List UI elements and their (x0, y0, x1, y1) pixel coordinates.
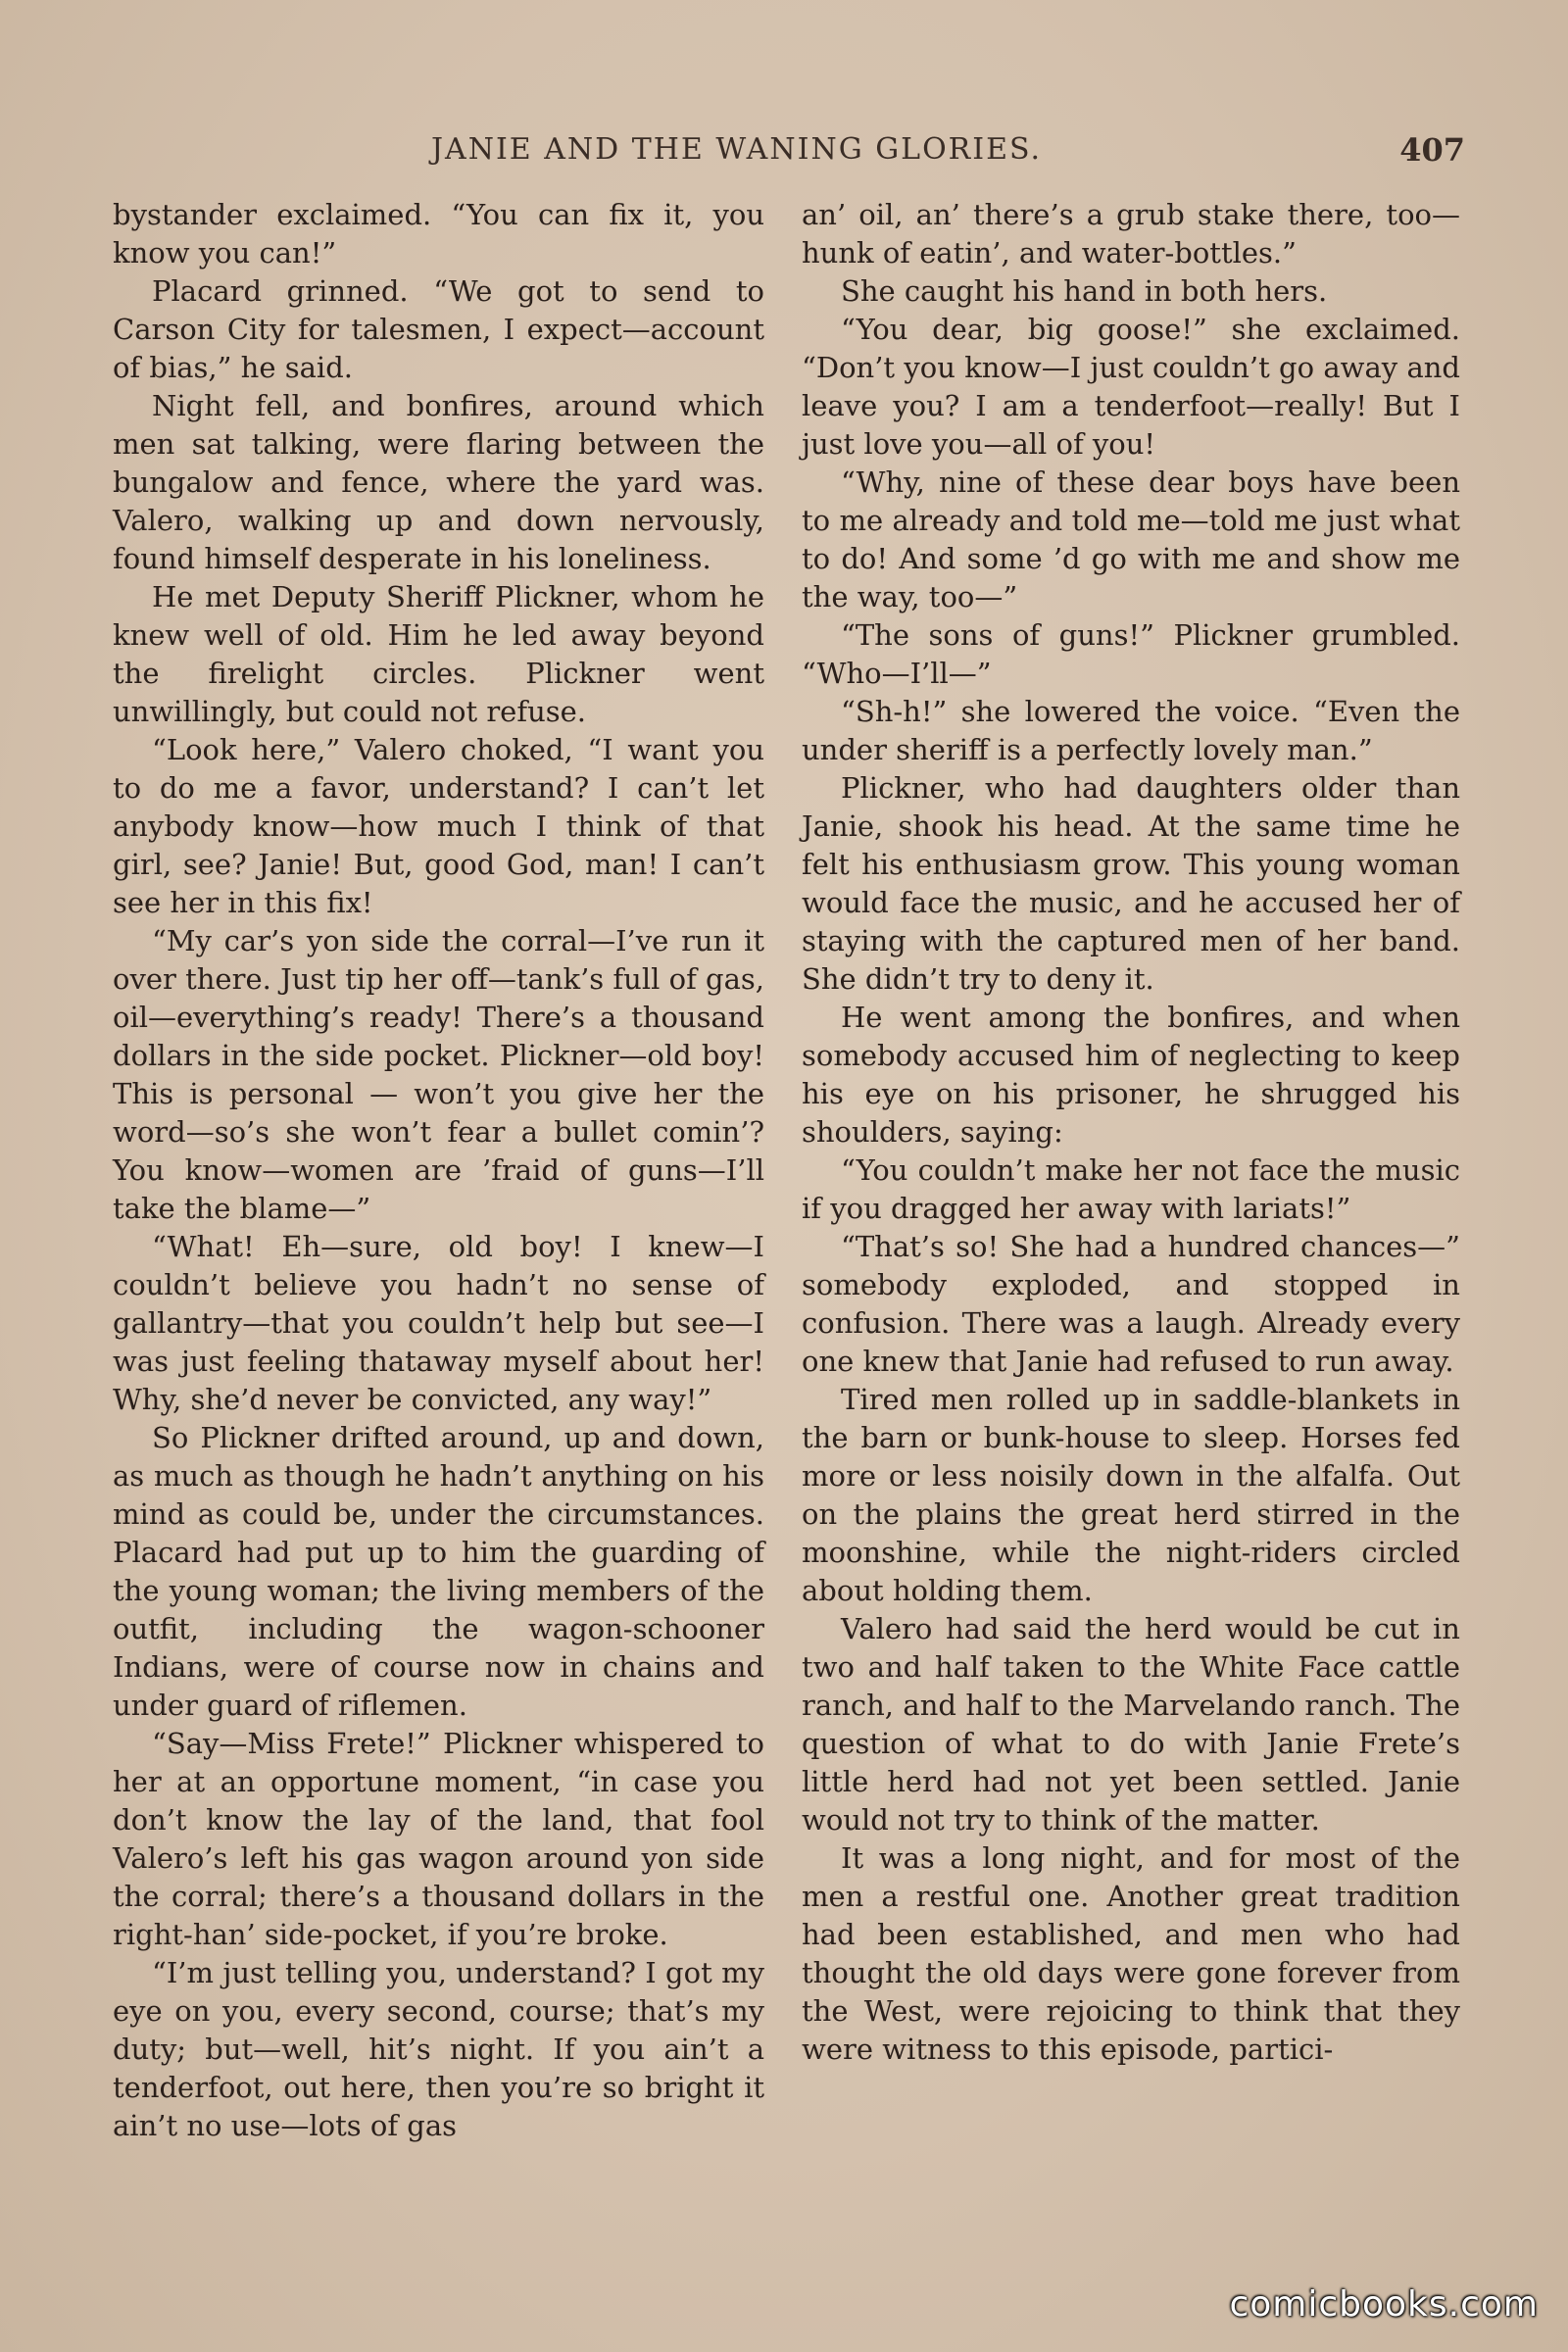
paragraph: bystander exclaimed. “You can fix it, you know you can!” (113, 198, 764, 270)
paragraph: “Say—Miss Frete!” Plickner whispered to her at an opportune moment, “in case you don’t know the lay of the land, that fool Valero’s left his gas wagon around yon side the corral; there’s a thousand dollars in the right-han’ side-pocket, if you’re broke. (113, 1727, 764, 1951)
site-watermark: comicbooks.com (1229, 2284, 1539, 2325)
paragraph: Tired men rolled up in saddle-blankets in the barn or bunk-house to sleep. Horses fed more or less noisily down in the alfalfa. Out on the plains the great herd stirred in the moonshine, while the night-riders circled about holding them. (802, 1383, 1460, 1607)
paragraph: “What! Eh—sure, old boy! I knew—I couldn’t believe you hadn’t no sense of gallantry—that you couldn’t help but see—I was just feeling thataway myself about her! Why, she’d never be convicted, any way!” (113, 1230, 764, 1416)
left-column (113, 196, 764, 2145)
paragraph: “Look here,” Valero choked, “I want you to do me a favor, understand? I can’t let anybody know—how much I think of that girl, see? Janie! But, good God, man! I can’t see her in this fix! (113, 733, 764, 919)
paragraph: “Sh-h!” she lowered the voice. “Even the under sheriff is a perfectly lovely man.” (802, 695, 1460, 766)
paragraph: “I’m just telling you, understand? I got my eye on you, every second, course; that’s my duty; but—well, hit’s night. If you ain’t a tenderfoot, out here, then you’re so bright it ain’t no use—lots of gas (113, 1956, 764, 2142)
paragraph: “You dear, big goose!” she exclaimed. “Don’t you know—I just couldn’t go away and leave you? I am a tenderfoot—really! But I just love you—all of you! (802, 313, 1460, 461)
paragraph: Plickner, who had daughters older than Janie, shook his head. At the same time he felt his enthusiasm grow. This young woman would face the music, and he accused her of staying with the captured men of her band. She didn’t try to deny it. (802, 771, 1460, 996)
page-number: 407 (1399, 131, 1465, 169)
paragraph: an’ oil, an’ there’s a grub stake there, too—hunk of eatin’, and water-bottles.” (802, 198, 1460, 270)
paragraph: “That’s so! She had a hundred chances—” somebody exploded, and stopped in confusion. There was a laugh. Already every one knew that Janie had refused to run away. (802, 1230, 1460, 1378)
paragraph: He went among the bonfires, and when somebody accused him of neglecting to keep his eye on his prisoner, he shrugged his shoulders, saying: (802, 1001, 1460, 1149)
right-column (802, 196, 1460, 2069)
paragraph: It was a long night, and for most of the men a restful one. Another great tradition had been established, and men who had thought the old days were gone forever from the West, were rejoicing to think that they were witness to this episode, partici- (802, 1841, 1460, 2066)
paragraph: Night fell, and bonfires, around which men sat talking, were flaring between the bungalow and fence, where the yard was. Valero, walking up and down nervously, found himself desperate in his loneliness. (113, 389, 764, 575)
paragraph: So Plickner drifted around, up and down, as much as though he hadn’t anything on his mind as could be, under the circumstances. Placard had put up to him the guarding of the young woman; the living members of the outfit, including the wagon-schooner Indians, were of course now in chains and under guard of riflemen. (113, 1421, 764, 1722)
paragraph: She caught his hand in both hers. (841, 274, 1328, 308)
paragraph: He met Deputy Sheriff Plickner, whom he knew well of old. Him he led away beyond the firelight circles. Plickner went unwillingly, but could not refuse. (113, 580, 764, 728)
paragraph: Valero had said the herd would be cut in two and half taken to the White Face cattle ranch, and half to the Marvelando ranch. The question of what to do with Janie Frete’s little herd had not yet been settled. Janie would not try to think of the matter. (802, 1612, 1460, 1837)
running-head: JANIE AND THE WANING GLORIES. (431, 132, 1043, 167)
paragraph: “You couldn’t make her not face the music if you dragged her away with lariats!” (802, 1153, 1460, 1225)
page-header (0, 125, 1568, 174)
paragraph: “Why, nine of these dear boys have been to me already and told me—told me just what to do! And some ’d go with me and show me the way, too—” (802, 466, 1460, 613)
paragraph: Placard grinned. “We got to send to Carson City for talesmen, I expect—account of bias,” he said. (113, 274, 764, 384)
paragraph: “My car’s yon side the corral—I’ve run it over there. Just tip her off—tank’s full of gas, oil—everything’s ready! There’s a thousand dollars in the side pocket. Plickner—old boy! This is personal — won’t you give her the word—so’s she won’t fear a bullet comin’? You know—women are ’fraid of guns—I’ll take the blame—” (113, 924, 764, 1225)
paragraph: “The sons of guns!” Plickner grumbled. “Who—I’ll—” (802, 618, 1460, 690)
